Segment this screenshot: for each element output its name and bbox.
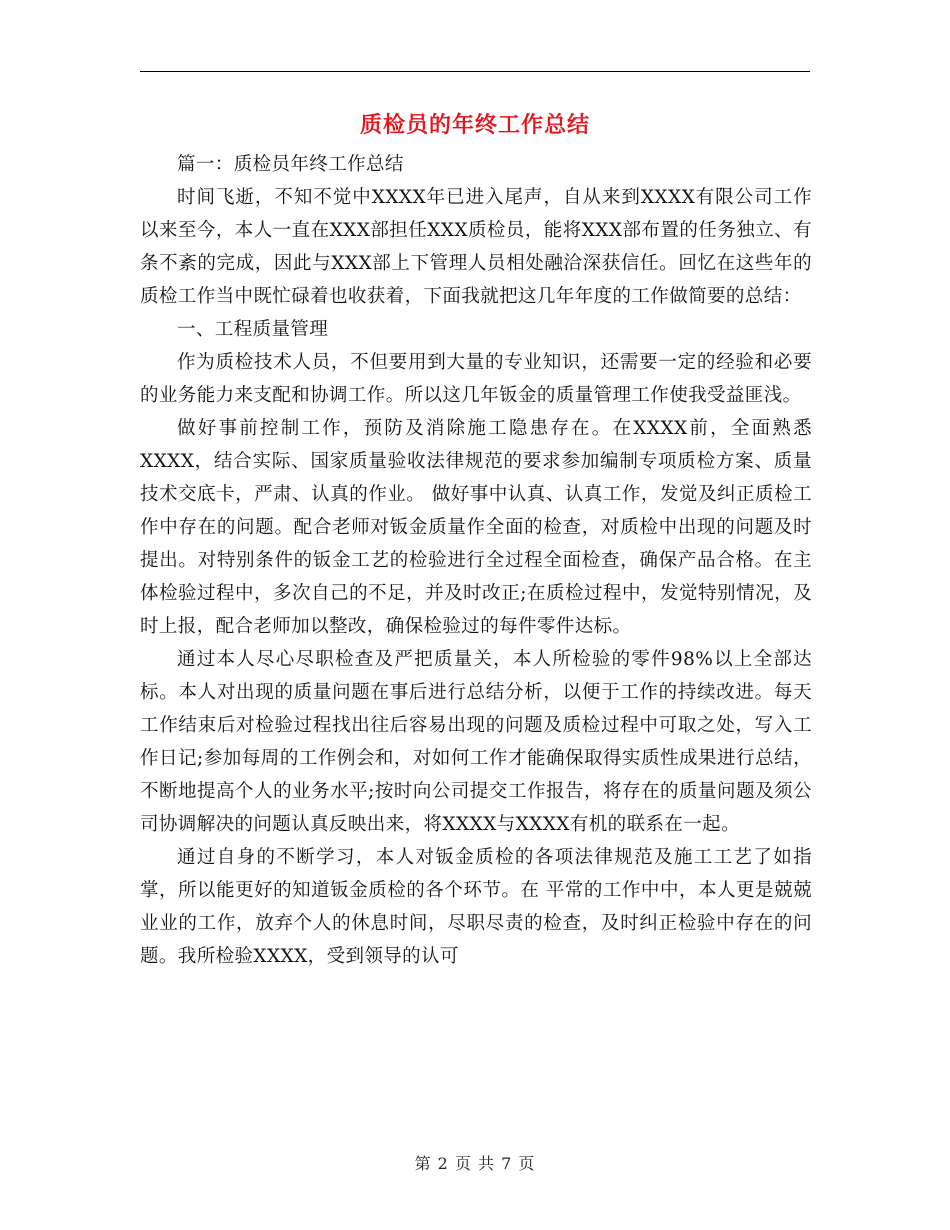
document-body (140, 148, 812, 973)
section-heading: 篇一：质检员年终工作总结 (177, 154, 404, 175)
paragraph: 做好事前控制工作，预防及消除施工隐患存在。在XXXX前，全面熟悉XXXX，结合实际、国家质量验收法律规范的要求参加编制专项质检方案、质量技术交底卡，严肃、认真的作业。 做好事中认真、认真工作，发觉及纠正质检工作中存在的问题。配合老师对钣金质量作全面的检查，对质检中出现的问题及时提出。对特别条件的钣金工艺的检验进行全过程全面检查，确保产品合格。在主体检验过程中，多次自己的不足，并及时改正;在质检过程中，发觉特别情况，及时上报，配合老师加以整改，确保检验过的每件零件达标。 (140, 418, 812, 637)
paragraph: 时间飞逝，不知不觉中XXXX年已进入尾声，自从来到XXXX有限公司工作以来至今，本人一直在XXX部担任XXX质检员，能将XXX部布置的任务独立、有条不紊的完成，因此与XXX部上下管理人员相处融洽深获信任。回忆在这些年的质检工作当中既忙碌着也收获着，下面我就把这几年年度的工作做简要的总结： (140, 187, 812, 307)
paragraph: 通过自身的不断学习，本人对钣金质检的各项法律规范及施工工艺了如指掌，所以能更好的知道钣金质检的各个环节。在 平常的工作中中，本人更是兢兢业业的工作，放弃个人的休息时间，尽职尽责的检查，及时纠正检验中存在的问题。我所检验XXXX，受到领导的认可 (140, 847, 812, 967)
section-heading: 一、工程质量管理 (177, 319, 329, 340)
paragraph: 作为质检技术人员，不但要用到大量的专业知识，还需要一定的经验和必要的业务能力来支配和协调工作。所以这几年钣金的质量管理工作使我受益匪浅。 (140, 352, 812, 406)
header-rule (140, 71, 810, 72)
paragraph: 通过本人尽心尽职检查及严把质量关，本人所检验的零件98%以上全部达标。本人对出现的质量问题在事后进行总结分析，以便于工作的持续改进。每天工作结束后对检验过程找出往后容易出现的问题及质检过程中可取之处，写入工作日记;参加每周的工作例会和，对如何工作才能确保取得实质性成果进行总结，不断地提高个人的业务水平;按时向公司提交工作报告，将存在的质量问题及须公司协调解决的问题认真反映出来，将XXXX与XXXX有机的联系在一起。 (140, 649, 812, 835)
page-number: 第 2 页 共 7 页 (414, 1154, 536, 1173)
document-title: 质检员的年终工作总结 (359, 112, 590, 138)
